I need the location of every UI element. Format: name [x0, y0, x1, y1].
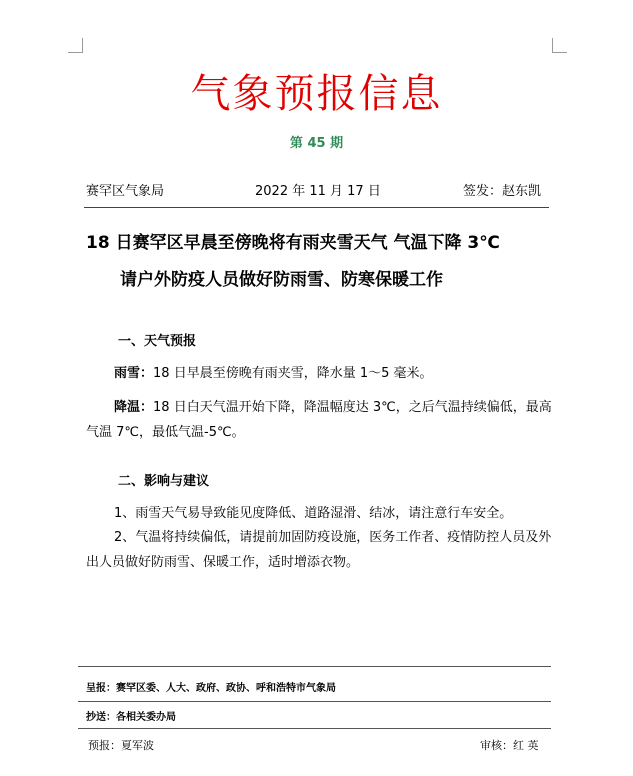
footer-rule-top	[78, 666, 551, 667]
document-title: 气象预报信息	[190, 71, 443, 117]
paragraph-rain-snow	[86, 361, 552, 386]
rain-label: 雨雪：	[114, 366, 154, 381]
paragraph-cooling	[86, 395, 552, 445]
advice-item-2: 2、气温将持续偏低，请提前加固防疫设施，医务工作者、疫情防控人员及外出人员做好防雨雪、保暖工作，适时增添衣物。	[86, 530, 552, 570]
headline-line-1: 18 日赛罕区早晨至傍晚将有雨夹雪天气 气温下降 3℃	[86, 233, 500, 253]
signer: 签发：赵东凯	[463, 184, 542, 199]
crop-mark-top-right	[552, 38, 567, 53]
section-heading-advice: 二、影响与建议	[118, 474, 210, 489]
footer-rule-bottom	[78, 728, 551, 729]
issue-date: 2022 年 11 月 17 日	[255, 184, 381, 199]
red-divider	[84, 207, 549, 208]
cooling-label: 降温：	[114, 400, 154, 415]
submit-to: 呈报：赛罕区委、人大、政府、政协、呼和浩特市气象局	[86, 683, 336, 694]
cooling-text: 18 日白天气温开始下降，降温幅度达 3℃，之后气温持续偏低，最高气温 7℃，最低气温-5℃。	[86, 400, 552, 440]
forecaster: 预报：夏军波	[88, 739, 154, 752]
headline-line-2: 请户外防疫人员做好防雨雪、防寒保暖工作	[120, 270, 443, 290]
issue-number: 第 45 期	[289, 136, 344, 151]
footer-rule-middle	[78, 701, 551, 702]
section-heading-forecast: 一、天气预报	[118, 334, 197, 349]
reviewer: 审核：红 英	[480, 739, 539, 752]
advice-item-1: 1、雨雪天气易导致能见度降低、道路湿滑、结冰，请注意行车安全。	[114, 506, 513, 521]
crop-mark-top-left	[68, 38, 83, 53]
rain-text: 18 日早晨至傍晚有雨夹雪，降水量 1～5 毫米。	[153, 366, 433, 381]
issuing-agency: 赛罕区气象局	[86, 184, 165, 199]
copy-to: 抄送：各相关委办局	[86, 712, 176, 723]
